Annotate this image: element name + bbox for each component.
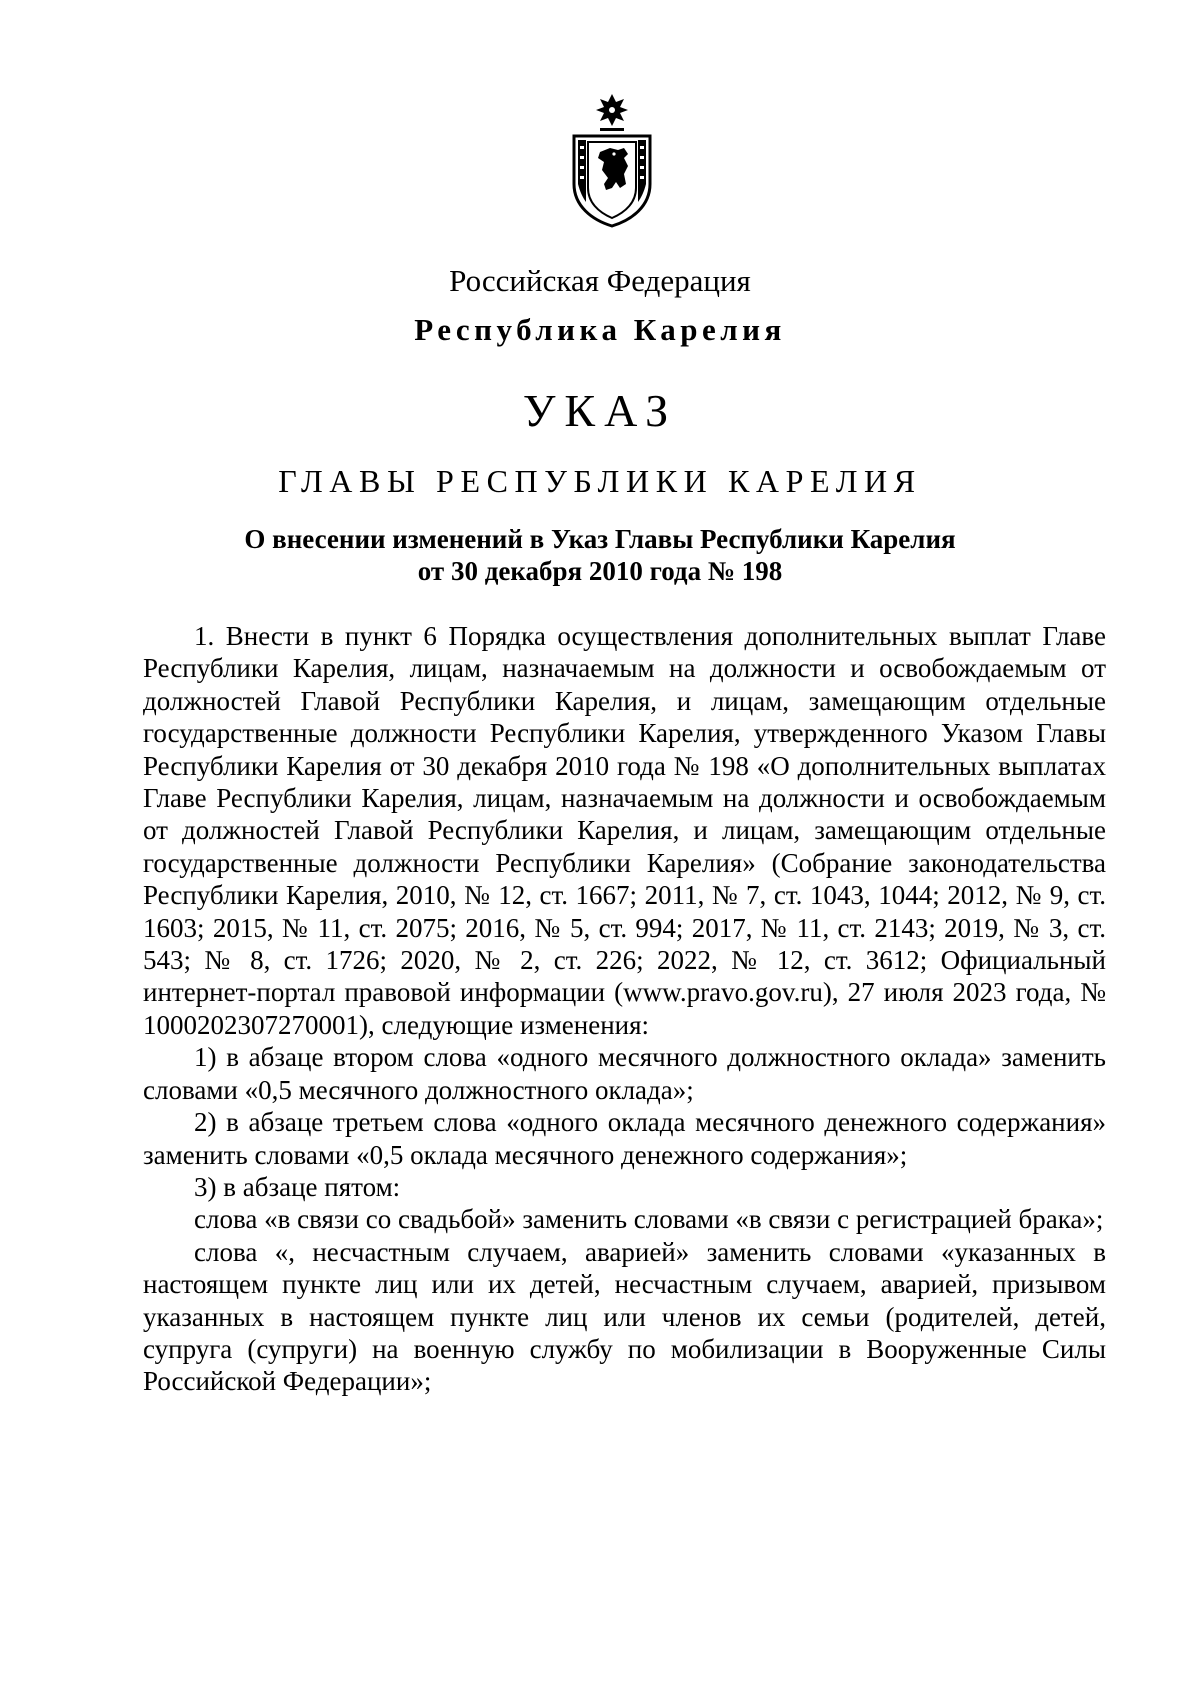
paragraph-main: 1. Внести в пункт 6 Порядка осуществления дополнительных выплат Главе Республики Карелия, лицам, назначаемым на должности и освобождаемым от должностей Главой Республики Карелия, и лицам, замещающим отдельные государственные должности Республики Карелия, утвержденного Указом Главы Республики Карелия от 30 декабря 2010 года № 198 «О дополнительных выплатах Главе Республики Карелия, лицам, назначаемым на должности и освобождаемым от должностей Главой Республики Карелия, и лицам, замещающим отдельные государственные должности Республики Карелия» (Собрание законодательства Республики Карелия, 2010, № 12, ст. 1667; 2011, № 7, ст. 1043, 1044; 2012, № 9, ст. 1603; 2015, № 11, ст. 2075; 2016, № 5, ст. 994; 2017, № 11, ст. 2143; 2019, № 3, ст. 543; № 8, ст. 1726; 2020, № 2, ст. 226; 2022, № 12, ст. 3612; Официальный интернет-портал правовой информации (www.pravo.gov.ru), 27 июля 2023 года, № 1000202307270001), следующие изменения: [143,621,1106,1040]
decree-heading: УКАЗ [522,385,678,436]
country-name: Российская Федерация [449,263,751,298]
paragraph-item-3-sub-1: слова «в связи со свадьбой» заменить словами «в связи с регистрацией брака»; [194,1204,1104,1235]
document-title-line-2: от 30 декабря 2010 года № 198 [417,556,783,586]
paragraph-item-2: 2) в абзаце третьем слова «одного оклада месячного денежного содержания» заменить словами «0,5 оклада месячного денежного содержания»; [143,1107,1106,1170]
paragraph-item-3: 3) в абзаце пятом: [194,1171,401,1202]
issuer-heading: ГЛАВЫ РЕСПУБЛИКИ КАРЕЛИЯ [278,463,922,499]
document-title-line-1: О внесении изменений в Указ Главы Республики Карелия [244,524,956,554]
karelia-coat-of-arms-icon [570,92,654,230]
republic-name: Республика Карелия [414,312,786,347]
document-title [0,523,1200,587]
paragraph-item-3-sub-2: слова «, несчастным случаем, аварией» заменить словами «указанных в настоящем пункте лиц или их детей, несчастным случаем, аварией, призывом указанных в настоящем пункте лиц или членов их семьи (родителей, детей, супруга (супруги) на военную службу по мобилизации в Вооруженные Силы Российской Федерации»; [143,1236,1106,1397]
paragraph-item-1: 1) в абзаце втором слова «одного месячного должностного оклада» заменить словами «0,5 месячного должностного оклада»; [143,1042,1106,1105]
document-body [143,620,1106,1398]
